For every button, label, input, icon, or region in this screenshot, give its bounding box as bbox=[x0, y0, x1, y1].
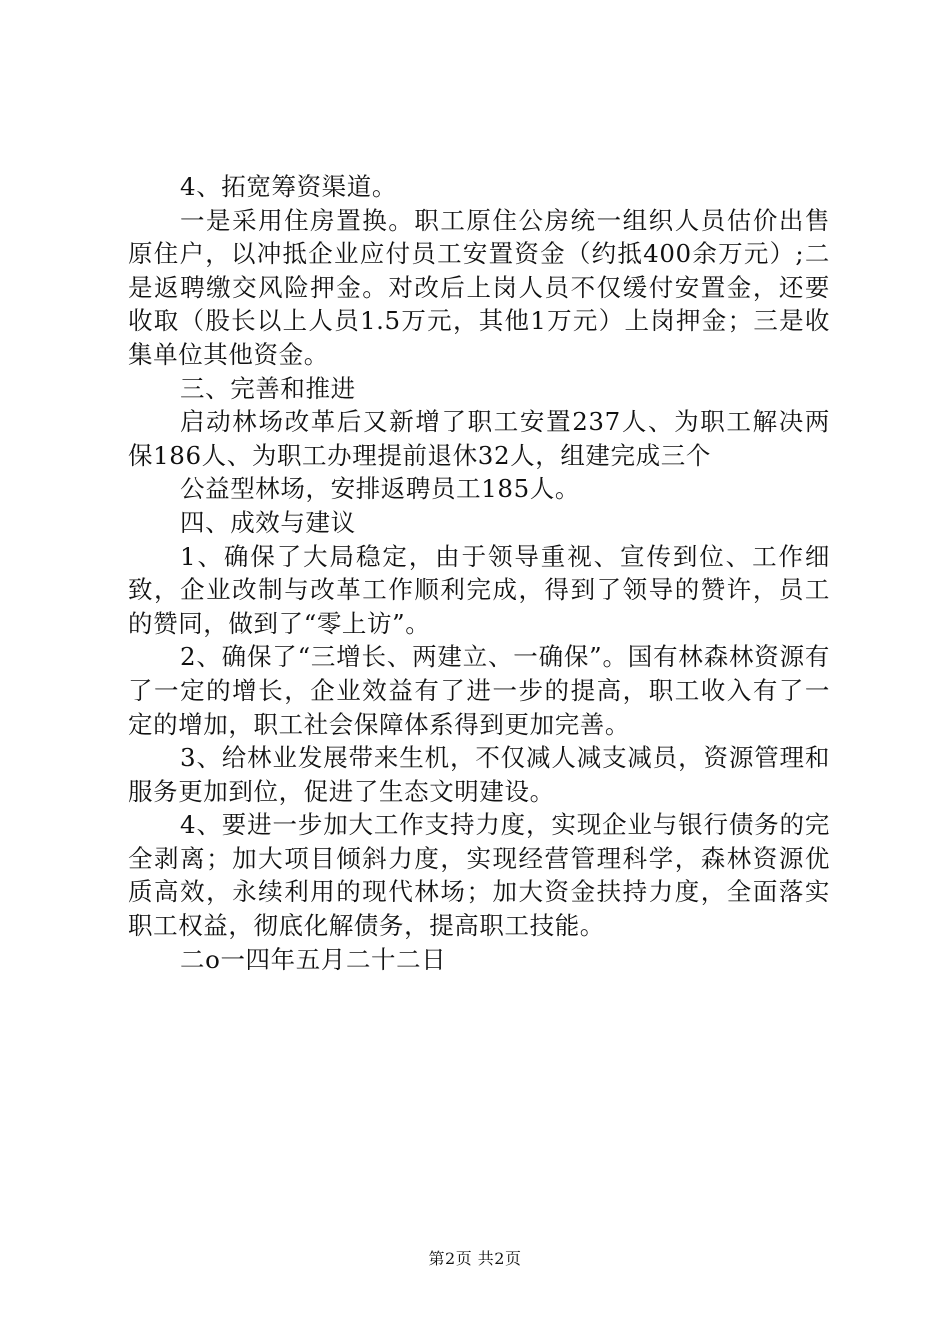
paragraph-effect-4: 4、要进一步加大工作支持力度，实现企业与银行债务的完全剥离；加大项目倾斜力度，实现经营管理科学，森林资源优质高效，永续利用的现代林场；加大资金扶持力度，全面落实职工权益，彻底化解债务，提高职工技能。 bbox=[128, 810, 830, 941]
heading-effects-suggestions: 四、成效与建议 bbox=[180, 507, 356, 537]
page-footer: 第2页 共2页 bbox=[428, 1249, 522, 1268]
paragraph-reform-results-cont: 公益型林场，安排返聘员工185人。 bbox=[180, 474, 580, 504]
paragraph-funding-measures: 一是采用住房置换。职工原住公房统一组织人员估价出售原住户，以冲抵企业应付员工安置资金（约抵400余万元）;二是返聘缴交风险押金。对改后上岗人员不仅缓付安置金，还要收取（股长以上人员1.5万元，其他1万元）上岗押金；三是收集单位其他资金。 bbox=[128, 205, 830, 369]
paragraph-reform-results: 启动林场改革后又新增了职工安置237人、为职工解决两保186人、为职工办理提前退休32人，组建完成三个 bbox=[128, 407, 830, 470]
document-body bbox=[128, 170, 830, 976]
heading-improve-advance: 三、完善和推进 bbox=[180, 373, 356, 403]
heading-broaden-funding: 4、拓宽筹资渠道。 bbox=[180, 172, 397, 201]
document-date: 二o一四年五月二十二日 bbox=[180, 944, 447, 974]
paragraph-effect-3: 3、给林业发展带来生机，不仅减人减支减员，资源管理和服务更加到位，促进了生态文明建设。 bbox=[128, 743, 830, 806]
paragraph-effect-1: 1、确保了大局稳定，由于领导重视、宣传到位、工作细致，企业改制与改革工作顺利完成，得到了领导的赞许，员工的赞同，做到了“零上访”。 bbox=[128, 541, 830, 638]
paragraph-effect-2: 2、确保了“三增长、两建立、一确保”。国有林森林资源有了一定的增长，企业效益有了进一步的提高，职工收入有了一定的增加，职工社会保障体系得到更加完善。 bbox=[128, 642, 830, 739]
